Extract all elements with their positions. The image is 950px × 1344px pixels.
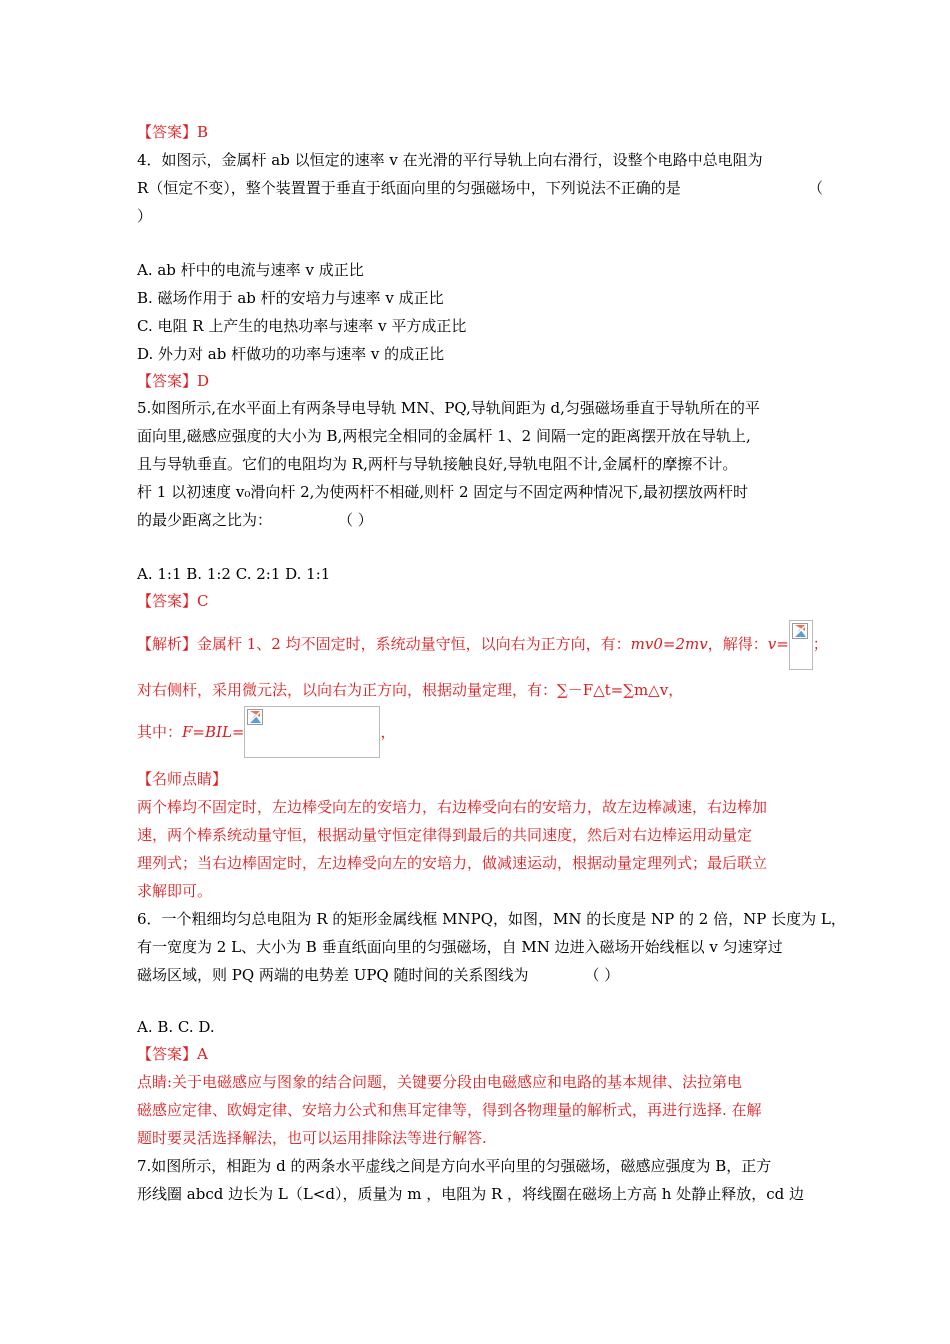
q5-tip-line-2: 速，两个棒系统动量守恒，根据动量守恒定律得到最后的共同速度，然后对右边棒运用动量定 bbox=[137, 826, 753, 844]
q6-answer: 【答案】A bbox=[137, 1045, 208, 1063]
q5-stem-line-1: 5.如图所示,在水平面上有两条导电导轨 MN、PQ,导轨间距为 d,匀强磁场垂直于导轨所在的平 bbox=[137, 399, 760, 417]
q5-options: A. 1:1 B. 1:2 C. 2:1 D. 1:1 bbox=[137, 565, 331, 583]
q5-analysis-line-3 bbox=[137, 722, 396, 758]
q5-tip-line-4: 求解即可。 bbox=[137, 882, 213, 900]
q7-stem-line-2: 形线圈 abcd 边长为 L（L<d），质量为 m ，电阻为 R ，将线圈在磁场上方高 h 处静止释放，cd 边 bbox=[137, 1185, 805, 1203]
q6-options: A. B. C. D. bbox=[137, 1018, 215, 1036]
q4-answer: 【答案】D bbox=[137, 372, 210, 390]
q5-analysis-where: 其中： bbox=[137, 723, 183, 741]
q5-answer: 【答案】C bbox=[137, 592, 209, 610]
q6-stem-line-2: 有一宽度为 2 L、大小为 B 垂直纸面向里的匀强磁场，自 MN 边进入磁场开始线框以 v 匀速穿过 bbox=[137, 938, 783, 956]
q5-analysis-text: 【解析】金属杆 1、2 均不固定时，系统动量守恒，以向右为正方向，有： bbox=[137, 635, 631, 653]
q5-force-equation: F=BIL= bbox=[182, 723, 245, 741]
q4-stem-text: R（恒定不变），整个装置置于垂直于纸面向里的匀强磁场中，下列说法不正确的是 bbox=[137, 179, 681, 197]
broken-image-icon bbox=[247, 709, 263, 725]
formula-image-force bbox=[244, 706, 380, 758]
q4-stem-line-1: 4．如图示，金属杆 ab 以恒定的速率 v 在光滑的平行导轨上向右滑行，设整个电路中总电阻为 bbox=[137, 151, 763, 169]
q4-paren-close: ） bbox=[137, 207, 153, 225]
q4-option-d: D. 外力对 ab 杆做功的功率与速率 v 的成正比 bbox=[137, 345, 445, 363]
q5-analysis-semicolon: ； bbox=[812, 635, 828, 653]
q6-tip-line-3: 题时要灵活选择解法，也可以运用排除法等进行解答. bbox=[137, 1129, 487, 1147]
q5-velocity-label: v= bbox=[767, 635, 789, 653]
q5-answer-blank: （ ） bbox=[338, 511, 373, 529]
formula-image-velocity bbox=[789, 620, 813, 670]
q5-stem-line-3: 且与导轨垂直。它们的电阻均为 R,两杆与导轨接触良好,导轨电阻不计,金属杆的摩擦不计。 bbox=[137, 455, 738, 473]
q5-stem-text: 的最少距离之比为： bbox=[137, 511, 273, 529]
q5-stem-line-2: 面向里,磁感应强度的大小为 B,两根完全相同的金属杆 1、2 间隔一定的距离摆开放在导轨上, bbox=[137, 427, 751, 445]
q4-option-b: B. 磁场作用于 ab 杆的安培力与速率 v 成正比 bbox=[137, 289, 444, 307]
q4-paren-open: （ bbox=[808, 179, 824, 197]
q5-analysis-line-2: 对右侧杆，采用微元法，以向右为正方向，根据动量定理，有：∑－F△t=∑m△v， bbox=[137, 681, 684, 699]
q6-answer-blank: （ ） bbox=[584, 966, 620, 984]
q5-stem-line-5 bbox=[137, 510, 373, 530]
q5-analysis-solve: ，解得： bbox=[707, 635, 768, 653]
q6-stem-line-3 bbox=[137, 965, 619, 985]
q7-stem-line-1: 7.如图所示，相距为 d 的两条水平虚线之间是方向水平向里的匀强磁场，磁感应强度为 B，正方 bbox=[137, 1157, 772, 1175]
q5-tip-line-3: 理列式；当右边棒固定时，左边棒受向左的安培力，做减速运动，根据动量定理列式；最后联立 bbox=[137, 854, 768, 872]
q6-stem-line-1: 6．一个粗细均匀总电阻为 R 的矩形金属线框 MNPQ，如图，MN 的长度是 NP 的 2 倍，NP 长度为 L， bbox=[137, 910, 846, 928]
q4-option-c: C. 电阻 R 上产生的电热功率与速率 v 平方成正比 bbox=[137, 317, 467, 335]
q4-option-a: A. ab 杆中的电流与速率 v 成正比 bbox=[137, 261, 364, 279]
q5-momentum-equation: mv0=2mv bbox=[630, 635, 708, 653]
q5-analysis-line-1 bbox=[137, 634, 828, 670]
q5-stem-line-4: 杆 1 以初速度 v₀滑向杆 2,为使两杆不相碰,则杆 2 固定与不固定两种情况下,最初摆放两杆时 bbox=[137, 483, 749, 501]
q6-stem-text: 磁场区域，则 PQ 两端的电势差 UPQ 随时间的关系图线为 bbox=[137, 966, 529, 984]
q6-tip-line-1: 点睛:关于电磁感应与图象的结合问题，关键要分段由电磁感应和电路的基本规律、法拉第电 bbox=[137, 1073, 743, 1091]
q6-tip-line-2: 磁感应定律、欧姆定律、安培力公式和焦耳定律等，得到各物理量的解析式，再进行选择. 在解 bbox=[137, 1101, 762, 1119]
q3-answer: 【答案】B bbox=[137, 123, 209, 141]
q5-tip-title: 【名师点睛】 bbox=[137, 770, 228, 788]
q5-analysis-comma: ， bbox=[380, 723, 396, 741]
broken-image-icon bbox=[792, 623, 808, 639]
q5-tip-line-1: 两个棒均不固定时，左边棒受向左的安培力，右边棒受向右的安培力，故左边棒减速，右边棒加 bbox=[137, 798, 768, 816]
q4-stem-line-2 bbox=[137, 178, 817, 198]
